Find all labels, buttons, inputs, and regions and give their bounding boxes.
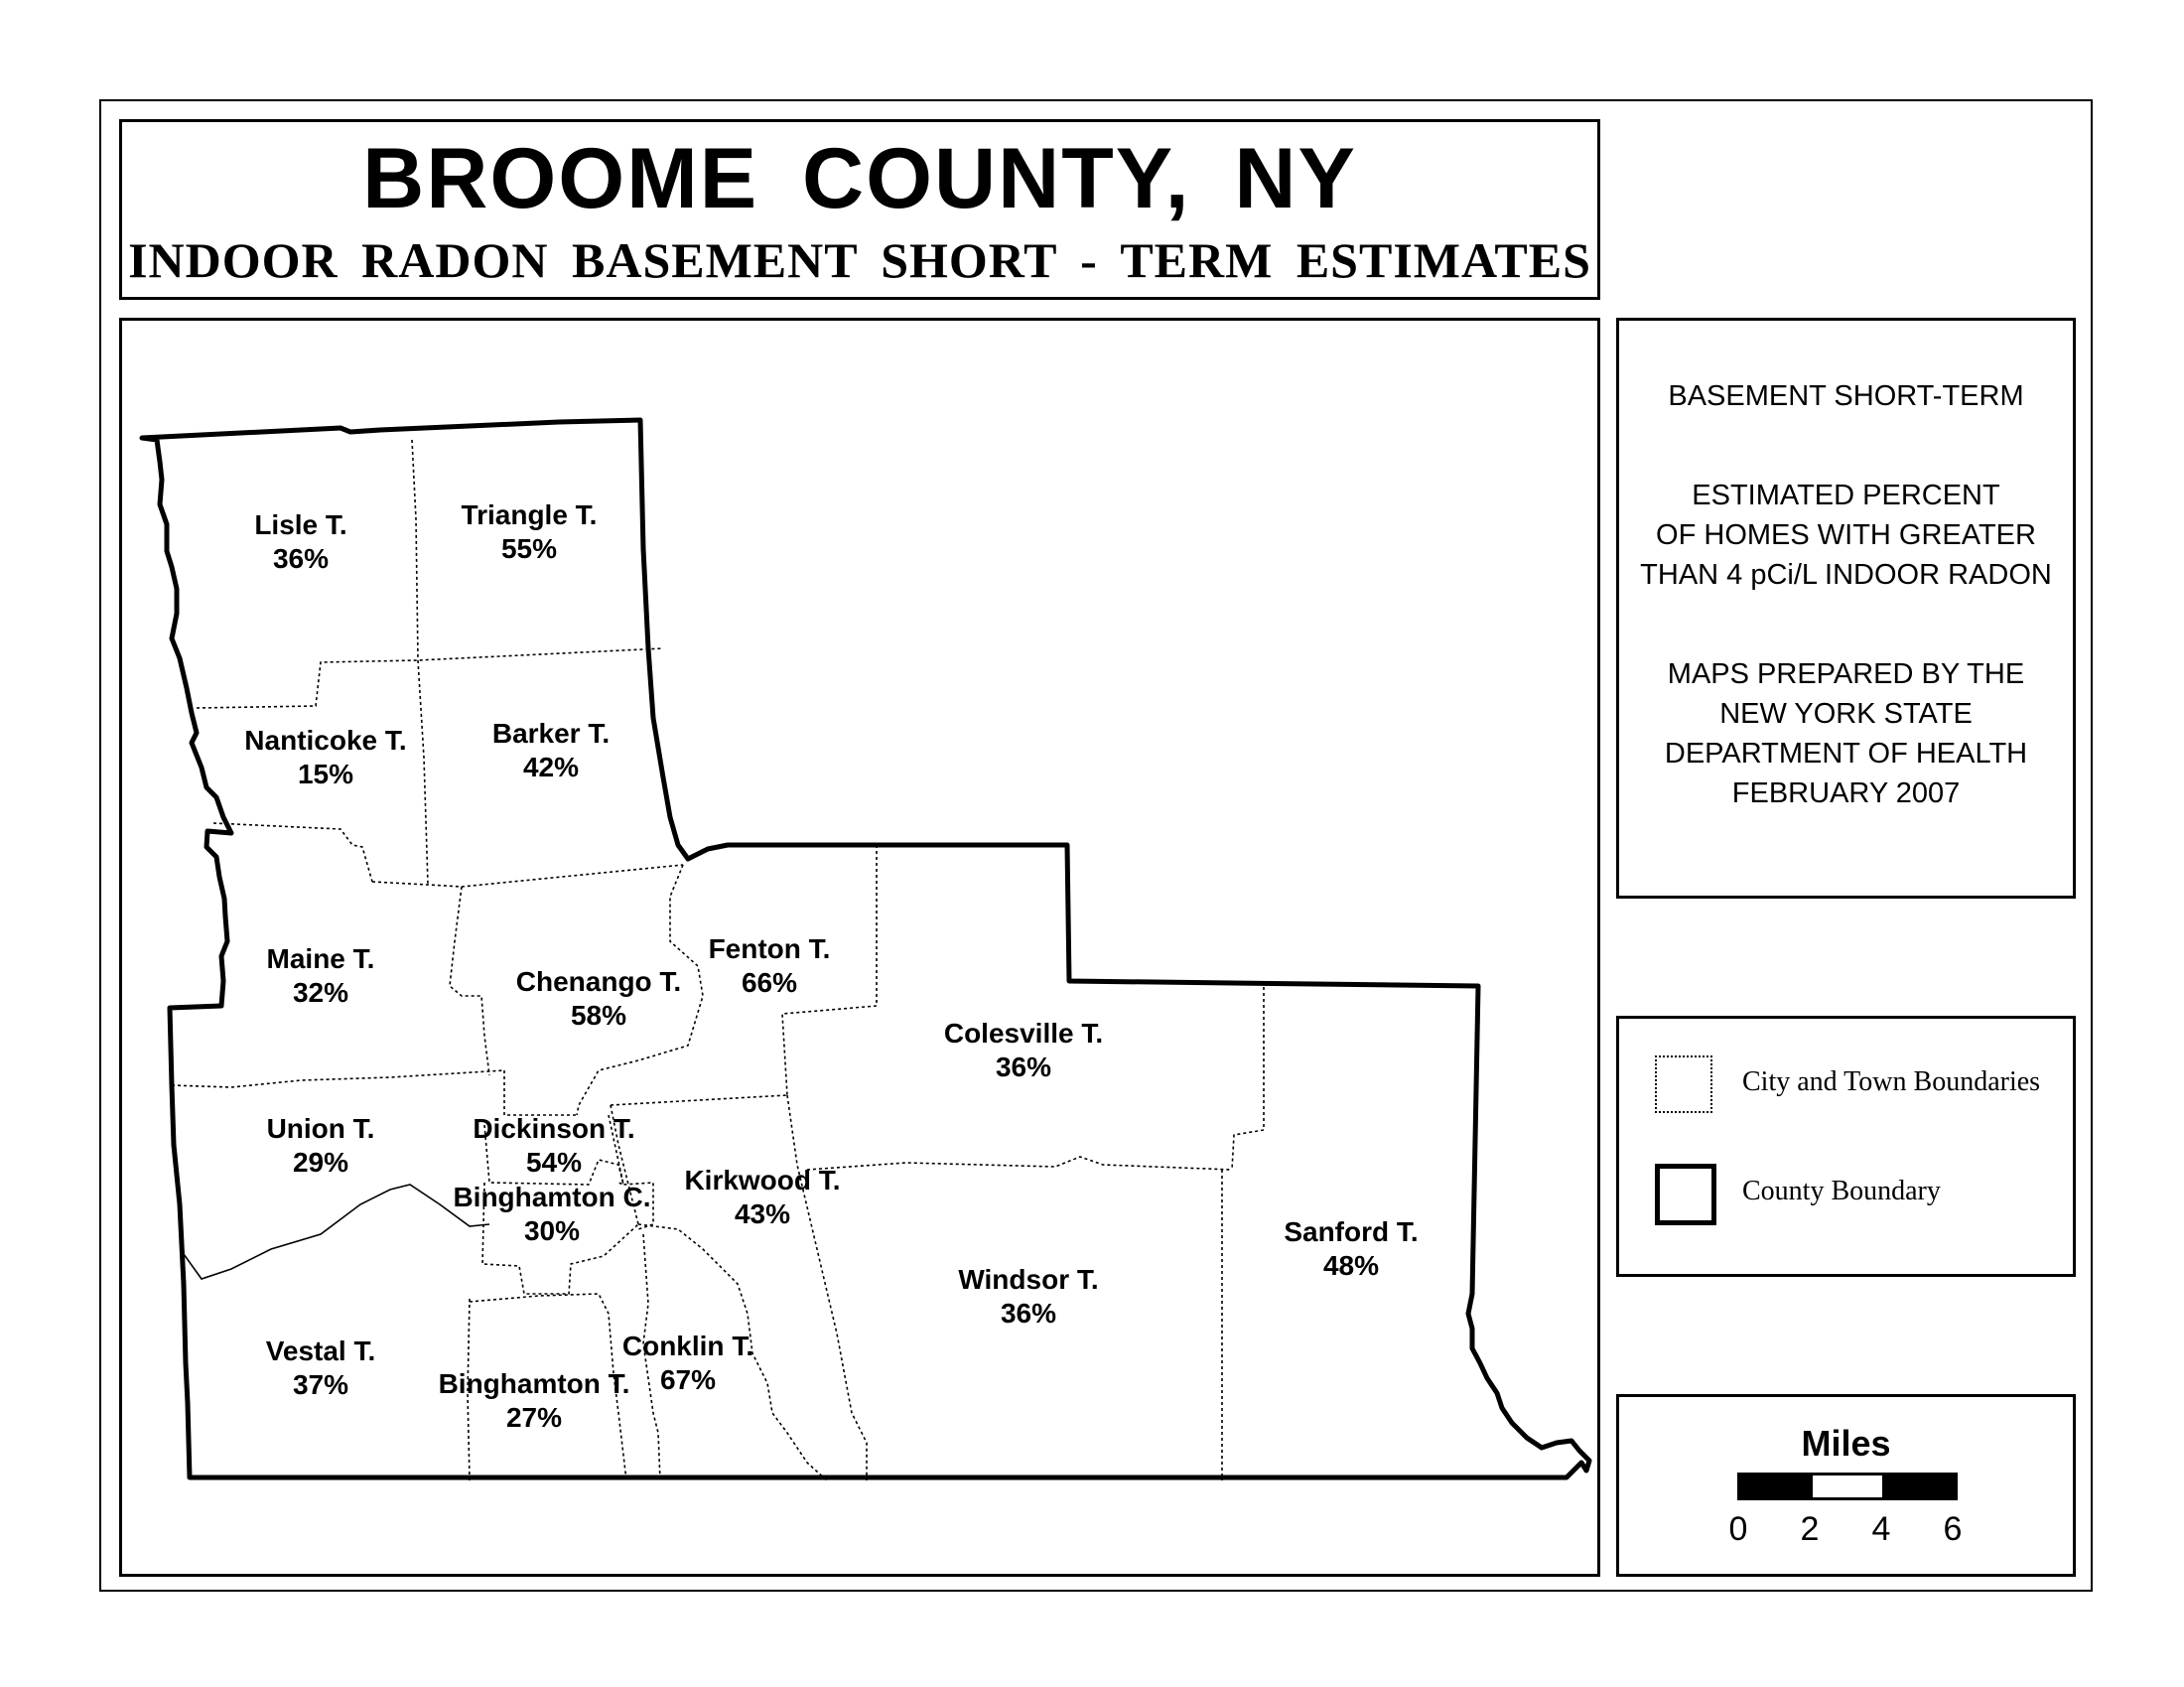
town-label-kirkwood (684, 1165, 840, 1229)
town-radon-percent: 67% (659, 1364, 717, 1395)
town-name: Colesville T. (943, 1018, 1104, 1049)
town-radon-percent: 27% (505, 1402, 563, 1433)
title-panel (119, 119, 1600, 300)
boundary-north-row (197, 648, 663, 708)
boundary-lisle-triangle (412, 440, 418, 660)
scale-tick: 0 (1728, 1510, 1748, 1548)
boundary-colesville-windsor (807, 1157, 1232, 1170)
scale-tick: 4 (1871, 1510, 1891, 1548)
boundary-maine-union (172, 1070, 504, 1087)
town-name: Windsor T. (958, 1264, 1099, 1295)
town-radon-percent: 15% (297, 759, 354, 789)
town-label-barker (492, 718, 610, 782)
town-name: Chenango T. (515, 966, 682, 997)
scale-bar-panel (1616, 1394, 2076, 1577)
town-radon-percent: 36% (995, 1052, 1052, 1082)
info-credit-line: DEPARTMENT OF HEALTH (1664, 738, 2028, 770)
info-credit-line: NEW YORK STATE (1719, 698, 1973, 730)
town-name: Binghamton C. (453, 1182, 651, 1212)
town-name: Conklin T. (621, 1331, 754, 1361)
boundary-barker-south (372, 865, 683, 887)
town-radon-percent: 43% (734, 1198, 791, 1229)
info-panel (1616, 318, 2076, 899)
town-name: Sanford T. (1284, 1216, 1419, 1247)
town-radon-percent: 48% (1322, 1250, 1380, 1281)
town-radon-percent: 42% (522, 752, 580, 782)
town-radon-percent: 54% (525, 1147, 583, 1178)
scale-segment (1737, 1473, 1813, 1500)
scale-title: Miles (1801, 1423, 1891, 1464)
town-name: Kirkwood T. (684, 1165, 841, 1195)
info-heading: BASEMENT SHORT-TERM (1668, 380, 2024, 412)
info-credit-line: MAPS PREPARED BY THE (1667, 658, 2025, 690)
legend-panel (1616, 1016, 2076, 1277)
county-map (122, 321, 1597, 1574)
town-label-windsor (958, 1264, 1098, 1329)
town-radon-percent: 66% (741, 967, 798, 998)
town-radon-percent: 55% (500, 533, 558, 564)
map-subtitle: INDOOR RADON BASEMENT SHORT - TERM ESTIMATES (128, 232, 1591, 288)
town-label-colesville (944, 1018, 1103, 1082)
info-credit-line: FEBRUARY 2007 (1731, 777, 1961, 809)
boundary-fenton-kirkwood (611, 1095, 787, 1105)
town-radon-percent: 36% (272, 543, 330, 574)
town-name: Fenton T. (708, 933, 831, 964)
town-name: Binghamton T. (438, 1368, 630, 1399)
town-radon-percent: 36% (1000, 1298, 1057, 1329)
town-label-maine (267, 943, 375, 1008)
boundary-nanticoke-barker (418, 660, 428, 885)
map-panel (119, 318, 1600, 1577)
town-label-dickinson (473, 1113, 634, 1178)
town-label-union (267, 1113, 375, 1178)
town-radon-percent: 29% (292, 1147, 349, 1178)
town-name: Union T. (266, 1113, 375, 1144)
legend-label-county: County Boundary (1742, 1176, 1941, 1206)
boundary-chenango-dickinson (504, 1070, 577, 1115)
town-name: Barker T. (491, 718, 611, 749)
town-label-triangle (462, 499, 598, 564)
town-name: Vestal T. (265, 1336, 376, 1366)
town-label-vestal (266, 1336, 376, 1400)
town-radon-percent: 37% (292, 1369, 349, 1400)
town-radon-percent: 30% (523, 1215, 581, 1246)
map-title: BROOME COUNTY, NY (362, 131, 1357, 226)
town-name: Triangle T. (461, 499, 598, 530)
town-label-conklin (622, 1331, 753, 1395)
info-description-line: ESTIMATED PERCENT (1692, 480, 2000, 511)
town-label-fenton (709, 933, 831, 998)
town-name: Lisle T. (254, 509, 347, 540)
town-radon-percent: 32% (292, 977, 349, 1008)
scale-tick: 2 (1800, 1510, 1820, 1548)
town-radon-percent: 58% (570, 1000, 627, 1031)
town-boundary-swatch (1655, 1055, 1712, 1113)
town-name: Maine T. (266, 943, 375, 974)
scale-segment (1882, 1473, 1958, 1500)
info-description-line: OF HOMES WITH GREATER (1656, 519, 2036, 551)
boundary-nanticoke-south (213, 823, 372, 882)
town-name: Nanticoke T. (244, 725, 407, 756)
town-label-lisle (254, 509, 346, 574)
town-name: Dickinson T. (473, 1113, 635, 1144)
county-boundary-swatch (1655, 1164, 1716, 1225)
boundary-union-vestal (184, 1185, 489, 1279)
scale-tick: 6 (1943, 1510, 1963, 1548)
town-label-nanticoke (244, 725, 406, 789)
boundary-maine-chenango (450, 887, 489, 1075)
town-label-sanford (1284, 1216, 1418, 1281)
boundary-kirkwood-windsor (787, 1095, 867, 1480)
legend-label-town: City and Town Boundaries (1742, 1066, 2041, 1097)
boundary-colesville-sanford (1232, 981, 1264, 1170)
town-label-chenango (516, 966, 681, 1031)
info-description-line: THAN 4 pCi/L INDOOR RADON (1640, 559, 2052, 591)
scale-segment (1810, 1473, 1885, 1500)
